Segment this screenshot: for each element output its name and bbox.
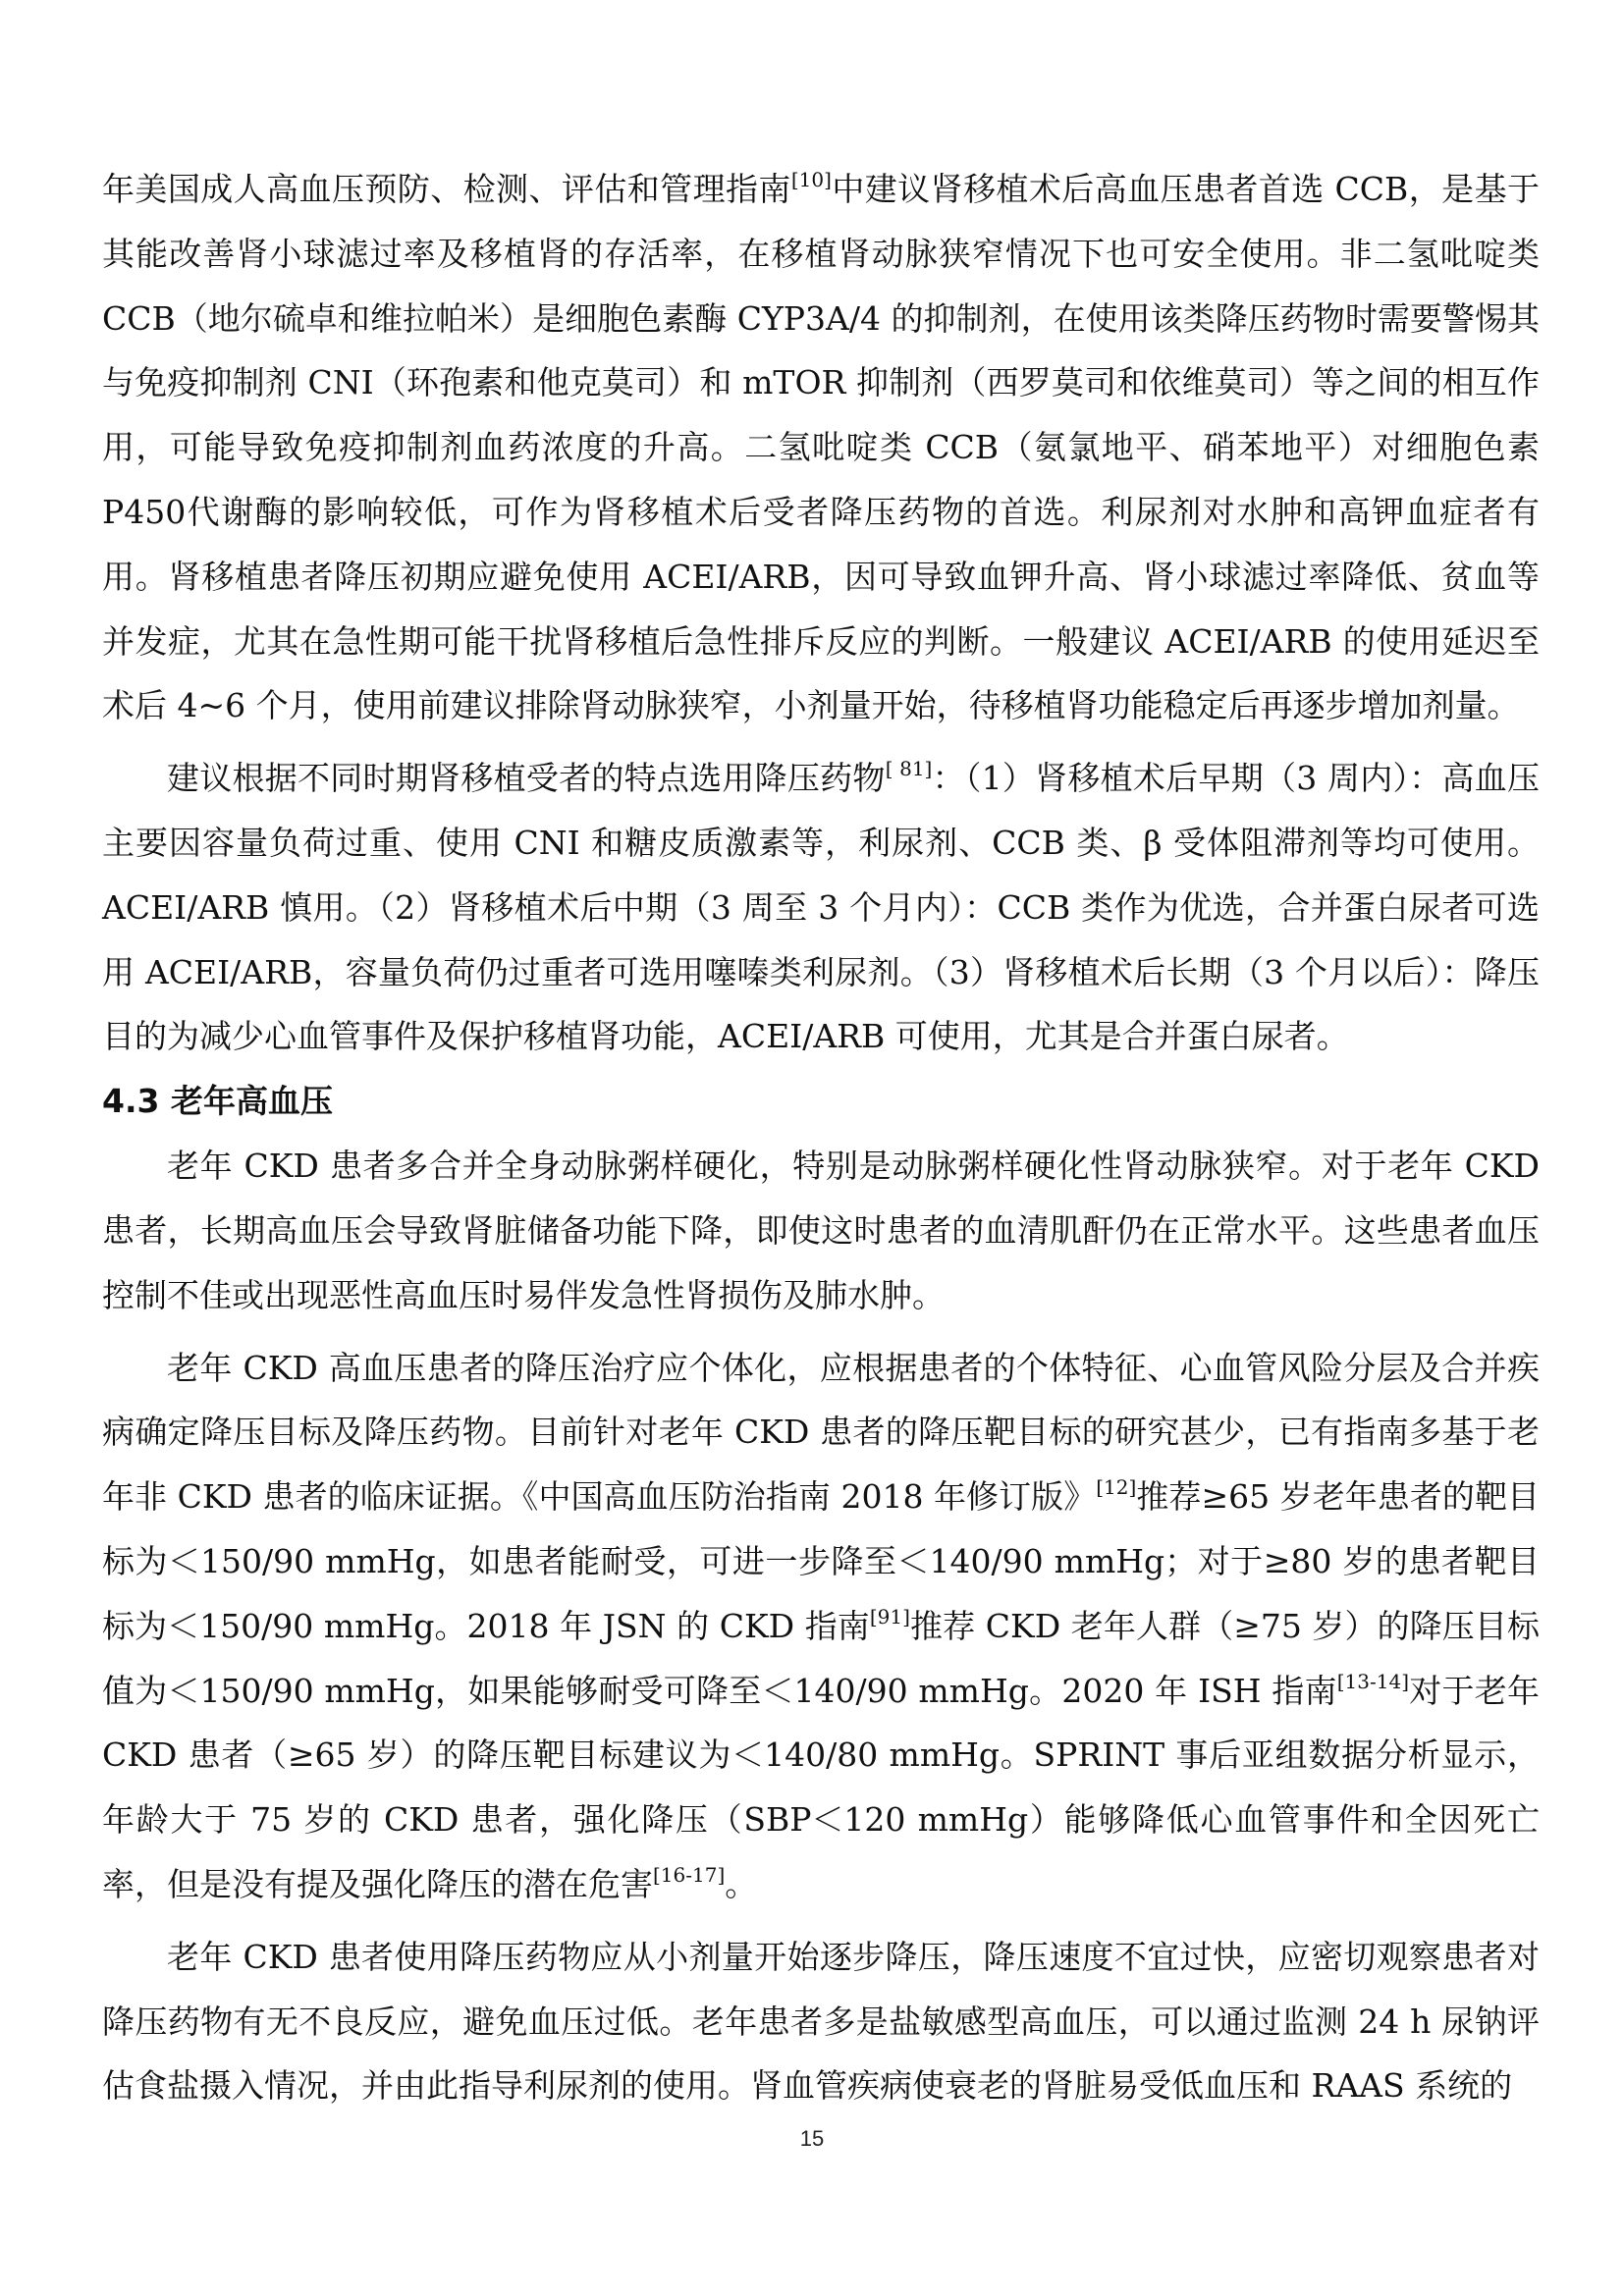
paragraph-transplant-ccb bbox=[102, 157, 1540, 738]
citation-ref[interactable]: [10] bbox=[790, 168, 832, 191]
text-run: 中建议肾移植术后高血压患者首选 CCB，是基于其能改善肾小球滤过率及移植肾的存活率，在移植肾动脉狭窄情况下也可安全使用。非二氢吡啶类 CCB（地尔硫卓和维拉帕米）是细胞色素酶 CYP3A/4 的抑制剂，在使用该类降压药物时需要警惕其与免疫抑制剂 CNI（环孢素和他克莫司）和 mTOR 抑制剂（西罗莫司和依维莫司）等之间的相互作用，可能导致免疫抑制剂血药浓度的升高。二氢吡啶类 CCB（氨氯地平、硝苯地平）对细胞色素 P450代谢酶的影响较低，可作为肾移植术后受者降压药物的首选。利尿剂对水肿和高钾血症者有用。肾移植患者降压初期应避免使用 ACEI/ARB，因可导致血钾升高、肾小球滤过率降低、贫血等并发症，尤其在急性期可能干扰肾移植后急性排斥反应的判断。一般建议 ACEI/ARB 的使用延迟至术后 4~6 个月，使用前建议排除肾动脉狭窄，小剂量开始，待移植肾功能稳定后再逐步增加剂量。 bbox=[102, 170, 1540, 725]
text-run: 年美国成人高血压预防、检测、评估和管理指南 bbox=[102, 170, 791, 208]
document-page bbox=[102, 157, 1540, 2118]
text-run: 推荐≥65 岁老年患者的靶目标为＜150/90 mmHg，如患者能耐受，可进一步降至＜140/90 mmHg；对于≥80 岁的患者靶目标为＜150/90 mmHg。2018 年 JSN 的 CKD 指南 bbox=[102, 1477, 1540, 1645]
text-run: 推荐 CKD 老年人群（≥75 岁）的降压目标值为＜150/90 mmHg，如果能够耐受可降至＜140/90 mmHg。2020 年 ISH 指南 bbox=[102, 1606, 1540, 1710]
text-run: 老年 CKD 患者使用降压药物应从小剂量开始逐步降压，降压速度不宜过快，应密切观察患者对降压药物有无不良反应，避免血压过低。老年患者多是盐敏感型高血压，可以通过监测 24 h 尿钠评估食盐摄入情况，并由此指导利尿剂的使用。肾血管疾病使衰老的肾脏易受低血压和 RAAS 系统的 bbox=[102, 1937, 1540, 2106]
text-run: 。 bbox=[725, 1864, 758, 1903]
paragraph-transplant-stages bbox=[102, 746, 1540, 1069]
section-heading: 4.3 老年高血压 bbox=[102, 1082, 333, 1121]
page-number: 15 bbox=[799, 2126, 825, 2151]
citation-ref[interactable]: [12] bbox=[1096, 1475, 1137, 1500]
text-run: 建议根据不同时期肾移植受者的特点选用降压药物 bbox=[167, 759, 886, 798]
citation-ref[interactable]: [91] bbox=[869, 1604, 910, 1629]
text-run: 对于老年 CKD 患者（≥65 岁）的降压靶目标建议为＜140/80 mmHg。SPRINT 事后亚组数据分析显示，年龄大于 75 岁的 CKD 患者，强化降压（SBP＜120 mmHg）能够降低心血管事件和全因死亡率，但是没有提及强化降压的潜在危害 bbox=[102, 1671, 1540, 1903]
citation-ref[interactable]: [13-14] bbox=[1336, 1669, 1409, 1693]
citation-ref[interactable]: [16-17] bbox=[653, 1862, 726, 1887]
text-run: 老年 CKD 患者多合并全身动脉粥样硬化，特别是动脉粥样硬化性肾动脉狭窄。对于老年 CKD 患者，长期高血压会导致肾脏储备功能下降，即使这时患者的血清肌酐仍在正常水平。这些患者血压控制不佳或出现恶性高血压时易伴发急性肾损伤及肺水肿。 bbox=[102, 1147, 1540, 1314]
paragraph-elderly-drugs bbox=[102, 1925, 1540, 2118]
paragraph-elderly-intro bbox=[102, 1134, 1540, 1327]
citation-ref[interactable]: [ 81] bbox=[885, 757, 933, 781]
paragraph-elderly-targets bbox=[102, 1336, 1540, 1917]
text-run: ：（1）肾移植术后早期（3 周内）：高血压主要因容量负荷过重、使用 CNI 和糖皮质激素等，利尿剂、CCB 类、β 受体阻滞剂等均可使用。ACEI/ARB 慎用。（2）肾移植术后中期（3 周至 3 个月内）：CCB 类作为优选，合并蛋白尿者可选用 ACEI/ARB，容量负荷仍过重者可选用噻嗪类利尿剂。（3）肾移植术后长期（3 个月以后）：降压目的为减少心血管事件及保护移植肾功能，ACEI/ARB 可使用，尤其是合并蛋白尿者。 bbox=[102, 759, 1541, 1056]
text-run: 老年 CKD 高血压患者的降压治疗应个体化，应根据患者的个体特征、心血管风险分层及合并疾病确定降压目标及降压药物。目前针对老年 CKD 患者的降压靶目标的研究甚少，已有指南多基于老年非 CKD 患者的临床证据。《中国高血压防治指南 2018 年修订版》 bbox=[102, 1348, 1540, 1517]
